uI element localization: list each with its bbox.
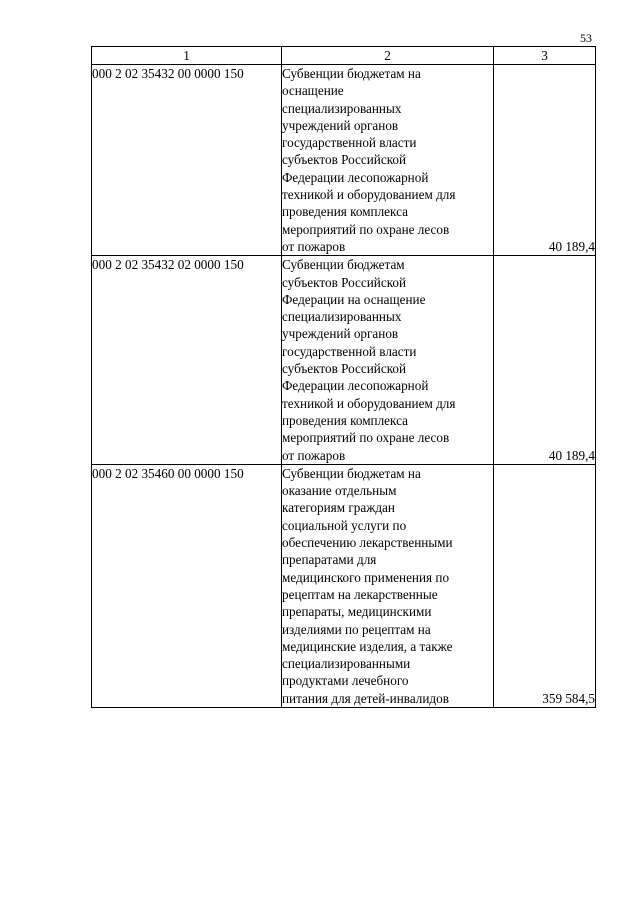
description-line: техникой и оборудованием для	[282, 187, 456, 203]
header-col-1: 1	[92, 47, 282, 65]
description-line: Субвенции бюджетам	[282, 257, 405, 273]
budget-code-cell: 000 2 02 35460 00 0000 150	[92, 464, 282, 707]
description-line: мероприятий по охране лесов	[282, 221, 450, 237]
description-line: субъектов Российской	[282, 361, 407, 377]
table-row	[92, 256, 596, 465]
description-line: от пожаров	[282, 238, 346, 254]
description-line: оснащение	[282, 83, 344, 99]
description-line: рецептам на лекарственные	[282, 586, 438, 602]
description-line: государственной власти	[282, 135, 417, 151]
description-line: социальной услуги по	[282, 517, 407, 533]
budget-code-cell: 000 2 02 35432 00 0000 150	[92, 65, 282, 256]
description-line: субъектов Российской	[282, 274, 407, 290]
description-line: препараты, медицинскими	[282, 604, 432, 620]
description-line: категориям граждан	[282, 500, 395, 516]
description-line: государственной власти	[282, 343, 417, 359]
description-line: учреждений органов	[282, 117, 399, 133]
table-body	[92, 65, 596, 708]
header-col-2: 2	[282, 47, 494, 65]
description-line: препаратами для	[282, 552, 377, 568]
description-line: питания для детей-инвалидов	[282, 690, 449, 706]
table-row	[92, 65, 596, 256]
amount-cell: 40 189,4	[494, 65, 596, 256]
description-cell	[282, 65, 494, 256]
description-line: субъектов Российской	[282, 152, 407, 168]
description-cell	[282, 464, 494, 707]
description-line: специализированных	[282, 309, 402, 325]
description-line: медицинские изделия, а также	[282, 638, 453, 654]
description-line: изделиями по рецептам на	[282, 621, 431, 637]
table-header	[92, 47, 596, 65]
amount-cell: 40 189,4	[494, 256, 596, 465]
description-line: учреждений органов	[282, 326, 399, 342]
description-line: обеспечению лекарственными	[282, 535, 453, 551]
header-col-3: 3	[494, 47, 596, 65]
description-line: техникой и оборудованием для	[282, 395, 456, 411]
description-line: Федерации на оснащение	[282, 291, 426, 307]
description-line: продуктами лечебного	[282, 673, 409, 689]
description-line: оказание отдельным	[282, 483, 397, 499]
table-row	[92, 464, 596, 707]
description-cell	[282, 256, 494, 465]
description-line: Федерации лесопожарной	[282, 169, 429, 185]
description-line: Субвенции бюджетам на	[282, 66, 421, 81]
description-line: проведения комплекса	[282, 204, 408, 220]
description-line: медицинского применения по	[282, 569, 450, 585]
description-line: Субвенции бюджетам на	[282, 465, 421, 481]
description-line: специализированными	[282, 656, 411, 672]
description-line: специализированных	[282, 100, 402, 116]
description-line: Федерации лесопожарной	[282, 378, 429, 394]
budget-table	[91, 46, 596, 708]
description-line: проведения комплекса	[282, 412, 408, 428]
description-line: от пожаров	[282, 447, 346, 463]
header-row	[92, 47, 596, 65]
budget-code-cell: 000 2 02 35432 02 0000 150	[92, 256, 282, 465]
page-number: 53	[580, 31, 592, 45]
amount-cell: 359 584,5	[494, 464, 596, 707]
description-line: мероприятий по охране лесов	[282, 430, 450, 446]
